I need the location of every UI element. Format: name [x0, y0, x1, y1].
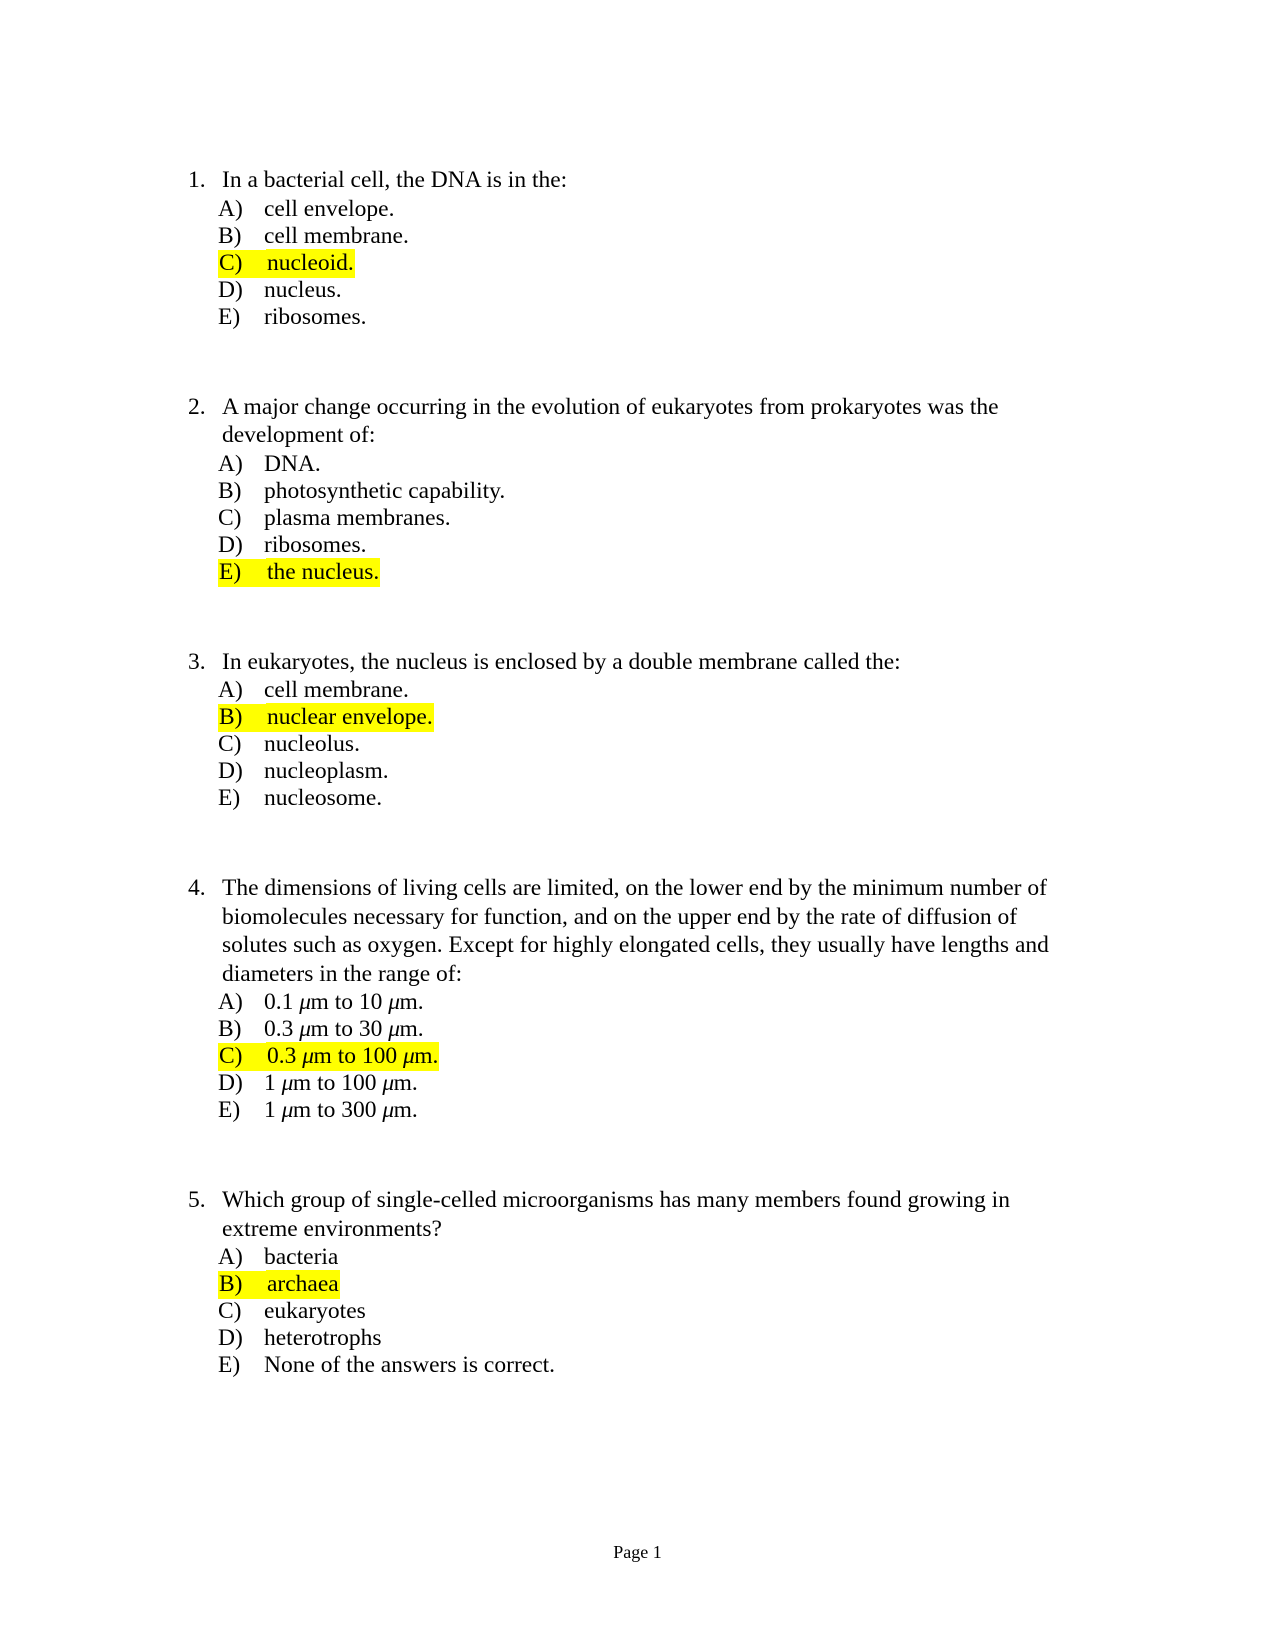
answer-option[interactable] — [218, 1097, 1068, 1124]
answer-option[interactable] — [218, 505, 1068, 532]
micro-symbol: μ — [299, 989, 311, 1015]
answer-option-letter: D) — [218, 1325, 243, 1351]
answer-option-text: cell envelope. — [264, 195, 395, 222]
answer-option-letter: B) — [218, 1271, 266, 1299]
answer-option-text: cell membrane. — [264, 222, 409, 249]
micro-symbol: μ — [382, 1070, 394, 1096]
answer-option-text: nucleosome. — [264, 785, 383, 811]
answer-option-text: nucleus. — [264, 276, 342, 303]
answer-option-text-highlighted: nucleoid. — [267, 249, 354, 276]
micro-symbol: μ — [281, 1097, 293, 1123]
answer-option-list — [188, 677, 1068, 812]
answer-option-list — [188, 1244, 1068, 1379]
question-block — [188, 166, 1068, 331]
answer-option-list — [188, 196, 1068, 331]
answer-option[interactable] — [218, 785, 1068, 812]
answer-option-text-highlighted: nuclear envelope. — [267, 704, 433, 730]
micro-symbol: μ — [388, 1016, 400, 1042]
answer-option-letter: B) — [218, 477, 242, 504]
answer-option[interactable] — [218, 1298, 1068, 1325]
question-heading — [188, 648, 1068, 677]
answer-option[interactable] — [218, 989, 1068, 1016]
answer-option[interactable] — [218, 559, 1068, 586]
question-text: Which group of single-celled microorganisms has many members found growing in extreme environments? — [222, 1187, 1010, 1242]
question-number: 1. — [188, 167, 206, 193]
question-text: The dimensions of living cells are limited, on the lower end by the minimum number of biomolecules necessary for function, and on the upper end by the rate of diffusion of solutes such as oxygen. Except for highly elongated cells, they usually have lengths and diameters in the range of: — [222, 875, 1049, 987]
answer-option-letter: E) — [218, 559, 266, 587]
answer-option-text: eukaryotes — [264, 1298, 366, 1324]
page-footer — [0, 1541, 1275, 1563]
answer-option-letter: A) — [218, 1244, 243, 1270]
answer-option[interactable] — [218, 1271, 1068, 1298]
question-list — [188, 166, 1068, 1379]
answer-option-text-highlighted: the nucleus. — [267, 558, 380, 585]
answer-option-text: bacteria — [264, 1244, 339, 1270]
answer-option-letter: C) — [218, 1298, 242, 1324]
answer-option[interactable] — [218, 532, 1068, 559]
answer-option-text: ribosomes. — [264, 531, 367, 558]
answer-option[interactable] — [218, 1016, 1068, 1043]
answer-option-letter: A) — [218, 989, 243, 1015]
answer-option[interactable] — [218, 196, 1068, 223]
answer-option-text: ribosomes. — [264, 303, 367, 330]
question-heading — [188, 166, 1068, 195]
question-number: 2. — [188, 393, 206, 420]
answer-option-letter: D) — [218, 276, 243, 303]
answer-option-letter: D) — [218, 531, 243, 558]
answer-option-text: 1 μm to 100 μm. — [264, 1070, 418, 1096]
answer-option-letter: D) — [218, 1070, 243, 1096]
question-number: 4. — [188, 875, 206, 901]
question-block — [188, 393, 1068, 586]
answer-option[interactable] — [218, 277, 1068, 304]
question-heading — [188, 393, 1042, 450]
answer-option[interactable] — [218, 250, 1068, 277]
answer-option[interactable] — [218, 758, 1068, 785]
answer-option[interactable] — [218, 1325, 1068, 1352]
answer-option-letter: C) — [218, 731, 242, 757]
answer-option-letter: E) — [218, 785, 241, 811]
micro-symbol: μ — [302, 1043, 314, 1069]
question-heading — [188, 1186, 1052, 1243]
answer-option[interactable] — [218, 1043, 1068, 1070]
answer-option-text: photosynthetic capability. — [264, 477, 506, 504]
answer-option-letter: A) — [218, 450, 243, 477]
answer-option-text: 0.1 μm to 10 μm. — [264, 989, 424, 1015]
answer-option[interactable] — [218, 1244, 1068, 1271]
answer-option-list — [188, 989, 1068, 1124]
answer-option[interactable] — [218, 451, 1068, 478]
answer-option[interactable] — [218, 731, 1068, 758]
question-heading — [188, 874, 1070, 988]
answer-option-letter: E) — [218, 303, 241, 330]
answer-option-text: nucleolus. — [264, 731, 360, 757]
answer-option-letter: A) — [218, 677, 243, 703]
question-block — [188, 1186, 1068, 1379]
answer-option-letter: C) — [218, 1043, 266, 1071]
micro-symbol: μ — [402, 1043, 415, 1069]
answer-option-letter: A) — [218, 195, 243, 222]
answer-option-list — [188, 451, 1068, 586]
answer-option-text: heterotrophs — [264, 1325, 382, 1351]
question-number: 3. — [188, 648, 206, 675]
answer-option-text: 1 μm to 300 μm. — [264, 1097, 418, 1123]
answer-option-letter: E) — [218, 1097, 241, 1123]
question-number: 5. — [188, 1187, 206, 1213]
answer-option[interactable] — [218, 704, 1068, 731]
answer-option-letter: C) — [218, 250, 266, 278]
question-block — [188, 648, 1068, 813]
answer-option-letter: E) — [218, 1352, 241, 1378]
answer-option-text: plasma membranes. — [264, 504, 451, 531]
answer-option-text: nucleoplasm. — [264, 758, 389, 784]
answer-option-letter: C) — [218, 504, 242, 531]
question-block — [188, 874, 1068, 1124]
answer-option[interactable] — [218, 223, 1068, 250]
micro-symbol: μ — [281, 1070, 293, 1096]
answer-option[interactable] — [218, 1352, 1068, 1379]
answer-option-letter: D) — [218, 758, 243, 784]
micro-symbol: μ — [299, 1016, 311, 1042]
answer-option[interactable] — [218, 1070, 1068, 1097]
answer-option-letter: B) — [218, 704, 266, 732]
micro-symbol: μ — [382, 1097, 394, 1123]
question-text: In a bacterial cell, the DNA is in the: — [222, 167, 568, 193]
footer-page-number: Page 1 — [613, 1542, 662, 1562]
answer-option-text-highlighted: 0.3 μm to 100 μm. — [267, 1043, 439, 1069]
answer-option-letter: B) — [218, 222, 242, 249]
answer-option-text: cell membrane. — [264, 677, 409, 703]
answer-option[interactable] — [218, 304, 1068, 331]
answer-option-text: DNA. — [264, 450, 321, 477]
micro-symbol: μ — [388, 989, 400, 1015]
question-text: In eukaryotes, the nucleus is enclosed by a double membrane called the: — [222, 648, 901, 675]
answer-option[interactable] — [218, 677, 1068, 704]
question-text: A major change occurring in the evolution of eukaryotes from prokaryotes was the development of: — [222, 393, 999, 448]
answer-option-text-highlighted: archaea — [267, 1271, 339, 1297]
answer-option[interactable] — [218, 478, 1068, 505]
answer-option-text: 0.3 μm to 30 μm. — [264, 1016, 424, 1042]
answer-option-letter: B) — [218, 1016, 242, 1042]
answer-option-text: None of the answers is correct. — [264, 1352, 556, 1378]
